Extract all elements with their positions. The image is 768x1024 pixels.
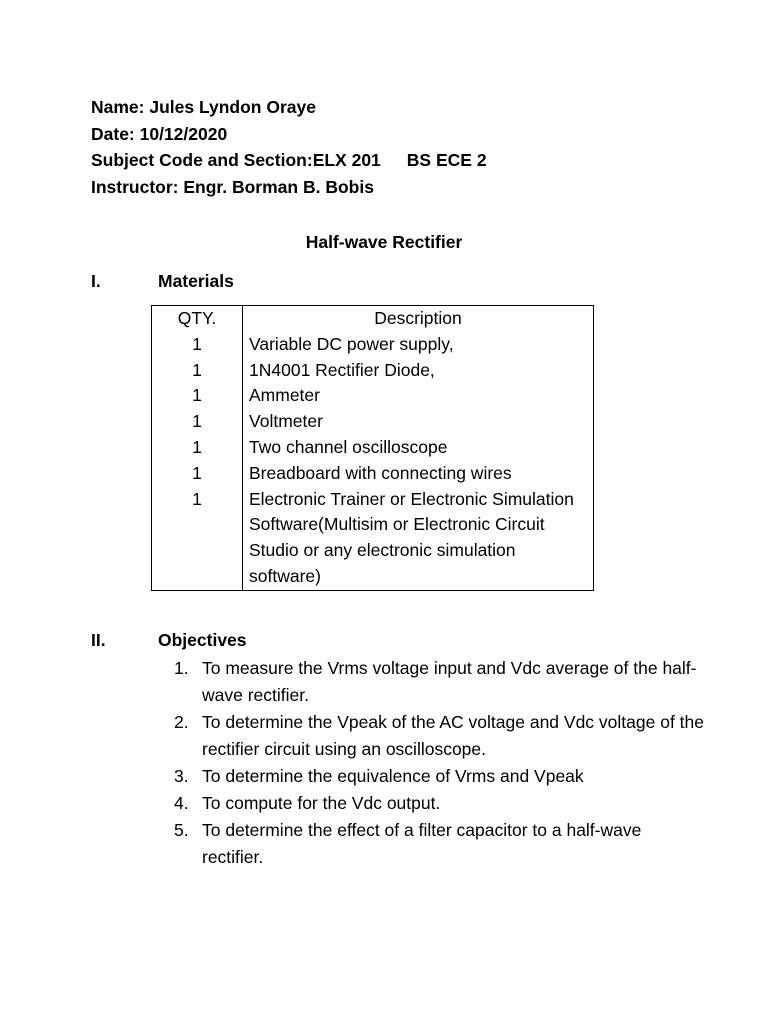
table-row — [152, 358, 594, 384]
list-item-text: To determine the equivalence of Vrms and Vpeak — [202, 766, 584, 786]
list-item — [174, 817, 704, 871]
description-column-header: Description — [243, 306, 594, 332]
subject-code: Subject Code and Section:ELX 201 — [91, 150, 381, 170]
description-cell: 1N4001 Rectifier Diode, — [243, 358, 594, 384]
table-row — [152, 332, 594, 358]
description-cell: Variable DC power supply, — [243, 332, 594, 358]
qty-cell: 1 — [152, 461, 243, 487]
qty-cell: 1 — [152, 332, 243, 358]
list-item — [174, 763, 704, 790]
list-item-number: 5. — [174, 820, 189, 840]
list-item-text: To measure the Vrms voltage input and Vdc average of the half-wave rectifier. — [202, 658, 697, 705]
program-year: BS ECE 2 — [406, 150, 487, 170]
table-row — [152, 409, 594, 435]
qty-column-header: QTY. — [152, 306, 243, 332]
list-item-number: 3. — [174, 766, 189, 786]
qty-cell: 1 — [152, 487, 243, 591]
objectives-list — [174, 655, 704, 871]
list-item — [174, 655, 704, 709]
list-item — [174, 709, 704, 763]
description-cell: Breadboard with connecting wires — [243, 461, 594, 487]
student-name: Name: Jules Lyndon Oraye — [91, 97, 316, 117]
materials-heading-text: Materials — [158, 271, 234, 291]
qty-cell: 1 — [152, 358, 243, 384]
objectives-numeral: II. — [91, 630, 106, 650]
materials-numeral: I. — [91, 271, 101, 291]
list-item-number: 2. — [174, 712, 189, 732]
table-row — [152, 487, 594, 591]
objectives-heading-text: Objectives — [158, 630, 247, 650]
list-item-text: To compute for the Vdc output. — [202, 793, 441, 813]
description-cell: Two channel oscilloscope — [243, 435, 594, 461]
description-cell: Electronic Trainer or Electronic Simulation Software(Multisim or Electronic Circuit Studio or any electronic simulation software) — [243, 487, 594, 591]
list-item-number: 4. — [174, 793, 189, 813]
qty-cell: 1 — [152, 409, 243, 435]
qty-cell: 1 — [152, 383, 243, 409]
document-title: Half-wave Rectifier — [305, 232, 463, 252]
table-row — [152, 435, 594, 461]
materials-header-row — [152, 306, 594, 332]
header-block — [91, 94, 487, 200]
list-item-text: To determine the effect of a filter capacitor to a half-wave rectifier. — [202, 820, 642, 867]
subject-line — [91, 147, 487, 174]
materials-table — [151, 305, 594, 591]
list-item-text: To determine the Vpeak of the AC voltage and Vdc voltage of the rectifier circuit using an oscilloscope. — [202, 712, 704, 759]
table-row — [152, 383, 594, 409]
report-date: Date: 10/12/2020 — [91, 123, 228, 144]
description-cell: Voltmeter — [243, 409, 594, 435]
list-item-number: 1. — [174, 658, 189, 678]
list-item — [174, 790, 704, 817]
instructor-name: Instructor: Engr. Borman B. Bobis — [91, 176, 374, 197]
qty-cell: 1 — [152, 435, 243, 461]
table-row — [152, 461, 594, 487]
description-cell: Ammeter — [243, 383, 594, 409]
